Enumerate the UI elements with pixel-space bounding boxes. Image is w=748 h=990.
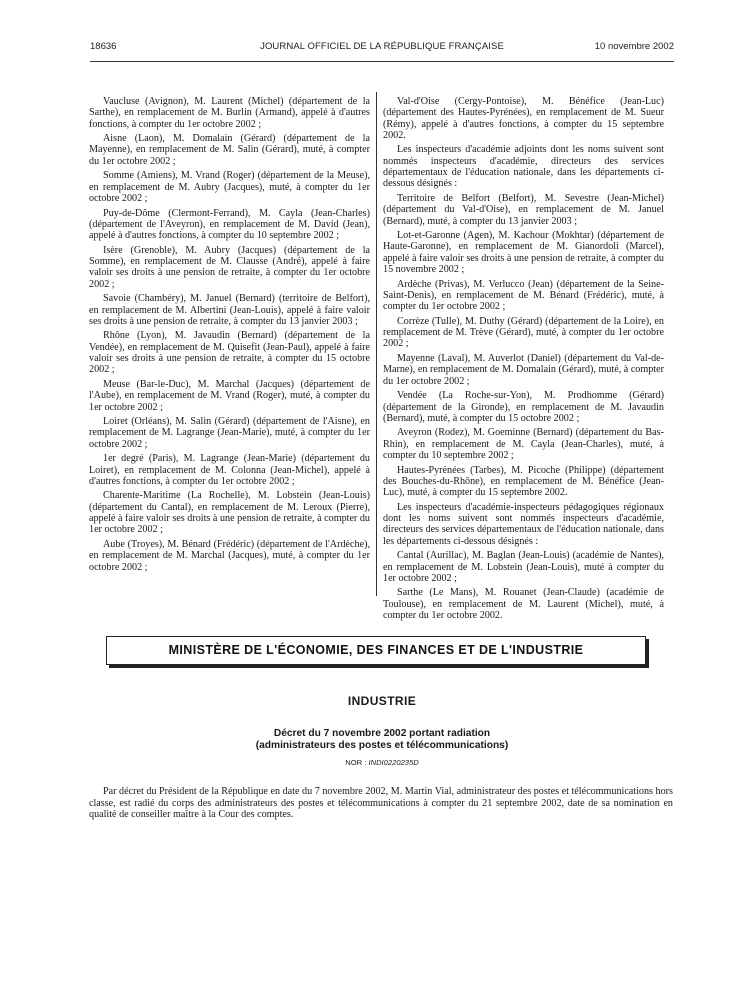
journal-title: JOURNAL OFFICIEL DE LA RÉPUBLIQUE FRANÇAISE [260,41,504,52]
paragraph: Somme (Amiens), M. Vrand (Roger) (département de la Meuse), en remplacement de M. Aubry (Jacques), muté, à compter du 1er octobre 2002 ; [89,170,370,204]
decree-title-line: Décret du 7 novembre 2002 portant radiation [273,728,491,739]
paragraph: Territoire de Belfort (Belfort), M. Sevestre (Jean-Michel) (département du Val-d'Oise), en remplacement de M. Januel (Bernard), muté, à compter du 13 janvier 2003 ; [383,192,664,227]
paragraph: Loiret (Orléans), M. Salin (Gérard) (département de l'Aisne), en remplacement de M. Lagrange (Jean-Marie), muté, à compter du 1er octobre 2002 ; [89,416,370,450]
paragraph: Puy-de-Dôme (Clermont-Ferrand), M. Cayla (Jean-Charles) (département de l'Aveyron), en remplacement de M. David (Jean), appelé à d'autres fonctions, à compter du 10 septembre 2002 ; [89,207,370,242]
left-column [89,96,370,576]
nor-label: NOR : [345,758,367,767]
paragraph: Lot-et-Garonne (Agen), M. Kachour (Mokhtar) (département de Haute-Garonne), en remplacement de M. Gianordoli (Marcel), appelé à faire valoir ses droits à une pension de retraite, à compter du 15 novembre 2002 ; [383,230,664,276]
page-header [90,41,674,55]
decree-body: Par décret du Président de la République en date du 7 novembre 2002, M. Martin Vial, administrateur des postes et télécommunications hors classe, est radié du corps des administrateurs des postes et télécommunications à compter du 21 septembre 2002, date de sa nomination en qualité de conseiller maître à la Cour des comptes. [89,786,673,820]
section-title: INDUSTRIE [347,694,417,708]
paragraph: Aube (Troyes), M. Bénard (Frédéric) (département de l'Ardèche), en remplacement de M. Marchal (Jacques), muté, à compter du 1er octobre 2002 ; [89,538,370,573]
paragraph: Cantal (Aurillac), M. Baglan (Jean-Louis) (académie de Nantes), en remplacement de M. Lobstein (Jean-Louis), muté à compter du 1er octobre 2002 ; [383,550,664,584]
header-rule [90,61,674,62]
decree-title [90,728,674,752]
paragraph: Meuse (Bar-le-Duc), M. Marchal (Jacques) (département de l'Aube), en remplacement de M. Vrand (Roger), muté, à compter du 1er octobre 2002 ; [89,378,370,413]
paragraph: Savoie (Chambéry), M. Januel (Bernard) (territoire de Belfort), en remplacement de M. Albertini (Jean-Louis), appelé à faire valoir ses droits à une pension de retraite, à compter du 13 janvier 2003 ; [89,293,370,327]
decree-title-line: (administrateurs des postes et télécommunications) [255,740,509,751]
nor-code: INDI0220235D [368,758,419,767]
paragraph: Corrèze (Tulle), M. Duthy (Gérard) (département de la Loire), en remplacement de M. Trève (Gérard), muté, à compter du 1er octobre 2002 ; [383,315,664,350]
paragraph: Mayenne (Laval), M. Auverlot (Daniel) (département du Val-de-Marne), en remplacement de M. Domalain (Gérard), muté, à compter du 1er octobre 2002 ; [383,353,664,387]
paragraph: Vendée (La Roche-sur-Yon), M. Prodhomme (Gérard) (département de la Gironde), en remplacement de M. Javaudin (Bernard), muté, à compter du 15 octobre 2002 ; [383,390,664,424]
ministry-heading-box: MINISTÈRE DE L'ÉCONOMIE, DES FINANCES ET DE L'INDUSTRIE [106,636,646,665]
paragraph: Rhône (Lyon), M. Javaudin (Bernard) (département de la Vendée), en remplacement de M. Quisefit (Jean-Paul), appelé à faire valoir ses droits à une pension de retraite, à compter du 15 octobre 2002 ; [89,330,370,376]
paragraph: Les inspecteurs d'académie-inspecteurs pédagogiques régionaux dont les noms suivent sont nommés inspecteurs d'académie, directeurs des services départementaux de l'éducation nationale, dans les départements ci-dessous désignés : [383,501,664,547]
page-number: 18636 [90,41,117,52]
paragraph: Hautes-Pyrénées (Tarbes), M. Picoche (Philippe) (département des Bouches-du-Rhône), en remplacement de M. Bénéfice (Jean-Luc), muté, à compter du 15 septembre 2002. [383,464,664,499]
paragraph: Vaucluse (Avignon), M. Laurent (Michel) (département de la Sarthe), en remplacement de M. Burlin (Armand), appelé à d'autres fonctions, à compter du 1er octobre 2002 ; [89,96,370,130]
paragraph: Aisne (Laon), M. Domalain (Gérard) (département de la Mayenne), en remplacement de M. Salin (Gérard), muté, à compter du 1er octobre 2002 ; [89,133,370,167]
issue-date: 10 novembre 2002 [594,41,674,52]
paragraph: Ardèche (Privas), M. Verlucco (Jean) (département de la Seine-Saint-Denis), en remplacement de M. Bénard (Frédéric), muté, à compter du 1er octobre 2002 ; [383,278,664,313]
right-column [383,96,664,625]
column-divider [376,92,377,596]
nor-reference [90,758,674,767]
paragraph: 1er degré (Paris), M. Lagrange (Jean-Marie) (département du Loiret), en remplacement de M. Colonna (Jean-Michel), appelé à d'autres fonctions, à compter du 1er octobre 2002 ; [89,453,370,487]
paragraph: Val-d'Oise (Cergy-Pontoise), M. Bénéfice (Jean-Luc) (département des Hautes-Pyrénées), en remplacement de M. Sueur (Rémy), appelé à d'autres fonctions, à compter du 15 septembre 2002. [383,96,664,141]
paragraph: Aveyron (Rodez), M. Goeminne (Bernard) (département du Bas-Rhin), en remplacement de M. Cayla (Jean-Charles), muté, à compter du 10 septembre 2002 ; [383,427,664,461]
paragraph: Sarthe (Le Mans), M. Rouanet (Jean-Claude) (académie de Toulouse), en remplacement de M. Laurent (Michel), muté, à compter du 1er octobre 2002. [383,587,664,622]
paragraph: Les inspecteurs d'académie adjoints dont les noms suivent sont nommés inspecteurs d'académie, directeurs des services départementaux de l'éducation nationale, dans les départements ci-dessous désignés : [383,144,664,190]
paragraph: Charente-Maritime (La Rochelle), M. Lobstein (Jean-Louis) (département du Cantal), en remplacement de M. Leroux (Pierre), appelé à faire valoir ses droits à une pension de retraite, à compter du 1er octobre 2002 ; [89,490,370,536]
paragraph: Isère (Grenoble), M. Aubry (Jacques) (département de la Somme), en remplacement de M. Clausse (André), appelé à faire valoir ses droits à une pension de retraite, à compter du 1er octobre 2002 ; [89,244,370,290]
